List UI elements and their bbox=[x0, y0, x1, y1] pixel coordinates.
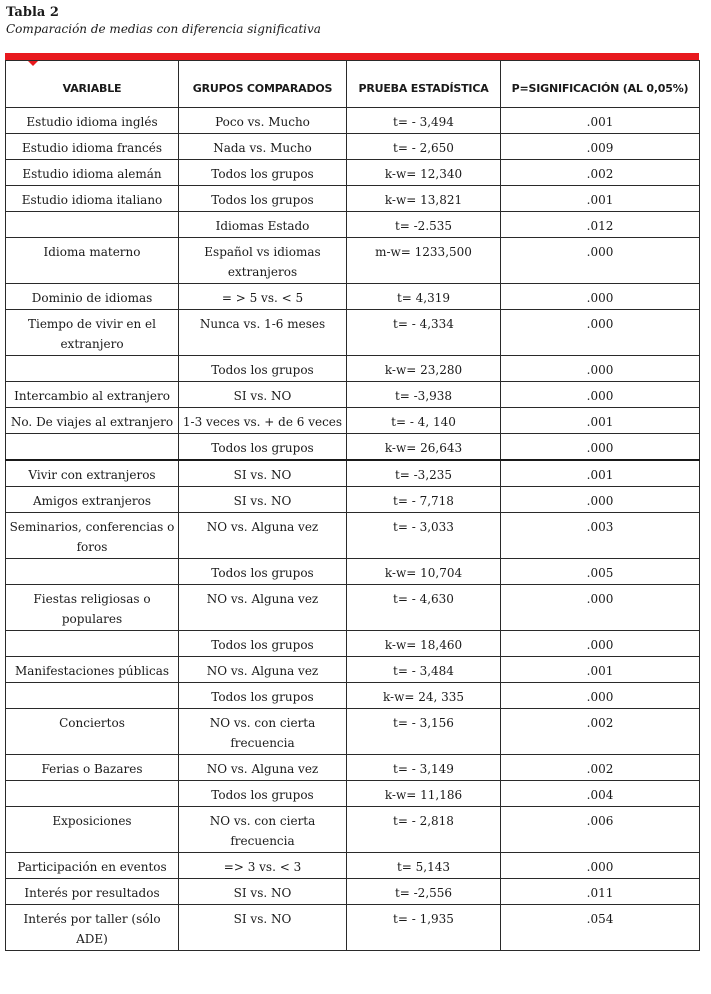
cell-variable: Estudio idioma italiano bbox=[6, 186, 179, 212]
table-title: Tabla 2 bbox=[6, 5, 59, 20]
table-row bbox=[6, 238, 700, 284]
cell-variable: Ferias o Bazares bbox=[6, 755, 179, 781]
cell-significance: .000 bbox=[501, 310, 700, 356]
cell-variable: No. De viajes al extranjero bbox=[6, 408, 179, 434]
cell-variable: Idioma materno bbox=[6, 238, 179, 284]
table-row bbox=[6, 853, 700, 879]
table-subtitle: Comparación de medias con diferencia significativa bbox=[6, 22, 321, 36]
cell-groups: Español vs idiomas extranjeros bbox=[179, 238, 347, 284]
accent-bar bbox=[5, 53, 699, 60]
cell-test: k-w= 23,280 bbox=[347, 356, 501, 382]
cell-significance: .001 bbox=[501, 108, 700, 134]
cell-variable: Dominio de idiomas bbox=[6, 284, 179, 310]
table-row bbox=[6, 879, 700, 905]
cell-significance: .000 bbox=[501, 487, 700, 513]
cell-groups: SI vs. NO bbox=[179, 460, 347, 487]
header-variable: VARIABLE bbox=[6, 61, 179, 108]
cell-significance: .002 bbox=[501, 709, 700, 755]
cell-groups: Todos los grupos bbox=[179, 186, 347, 212]
cell-significance: .000 bbox=[501, 434, 700, 461]
cell-variable: Participación en eventos bbox=[6, 853, 179, 879]
cell-groups: Todos los grupos bbox=[179, 683, 347, 709]
cell-groups: NO vs. con cierta frecuencia bbox=[179, 709, 347, 755]
cell-test: t= - 7,718 bbox=[347, 487, 501, 513]
cell-significance: .002 bbox=[501, 160, 700, 186]
table-row bbox=[6, 631, 700, 657]
cell-significance: .000 bbox=[501, 631, 700, 657]
cell-test: k-w= 11,186 bbox=[347, 781, 501, 807]
cell-groups: NO vs. Alguna vez bbox=[179, 585, 347, 631]
cell-significance: .000 bbox=[501, 853, 700, 879]
cell-significance: .005 bbox=[501, 559, 700, 585]
table-row bbox=[6, 683, 700, 709]
table-row bbox=[6, 356, 700, 382]
cell-groups: SI vs. NO bbox=[179, 382, 347, 408]
table-row bbox=[6, 559, 700, 585]
cell-variable: Estudio idioma francés bbox=[6, 134, 179, 160]
cell-groups: SI vs. NO bbox=[179, 905, 347, 951]
cell-groups: NO vs. Alguna vez bbox=[179, 513, 347, 559]
table-row bbox=[6, 382, 700, 408]
table-row bbox=[6, 186, 700, 212]
cell-test: k-w= 13,821 bbox=[347, 186, 501, 212]
cell-groups: Todos los grupos bbox=[179, 434, 347, 461]
cell-groups: SI vs. NO bbox=[179, 879, 347, 905]
cell-significance: .012 bbox=[501, 212, 700, 238]
cell-variable bbox=[6, 212, 179, 238]
table-row bbox=[6, 487, 700, 513]
table-row bbox=[6, 284, 700, 310]
cell-significance: .003 bbox=[501, 513, 700, 559]
cell-variable: Estudio idioma inglés bbox=[6, 108, 179, 134]
cell-groups: Todos los grupos bbox=[179, 356, 347, 382]
cell-groups: => 3 vs. < 3 bbox=[179, 853, 347, 879]
cell-test: m-w= 1233,500 bbox=[347, 238, 501, 284]
cell-test: k-w= 12,340 bbox=[347, 160, 501, 186]
cell-test: k-w= 10,704 bbox=[347, 559, 501, 585]
cell-variable bbox=[6, 631, 179, 657]
cell-groups: Poco vs. Mucho bbox=[179, 108, 347, 134]
cell-significance: .001 bbox=[501, 460, 700, 487]
cell-test: t= 4,319 bbox=[347, 284, 501, 310]
cell-test: t= - 1,935 bbox=[347, 905, 501, 951]
cell-variable bbox=[6, 434, 179, 461]
header-test: PRUEBA ESTADÍSTICA bbox=[347, 61, 501, 108]
cell-significance: .001 bbox=[501, 186, 700, 212]
cell-groups: Nada vs. Mucho bbox=[179, 134, 347, 160]
table-row bbox=[6, 513, 700, 559]
cell-test: t= - 4, 140 bbox=[347, 408, 501, 434]
cell-groups: = > 5 vs. < 5 bbox=[179, 284, 347, 310]
cell-variable: Manifestaciones públicas bbox=[6, 657, 179, 683]
cell-significance: .000 bbox=[501, 683, 700, 709]
cell-variable: Vivir con extranjeros bbox=[6, 460, 179, 487]
header-groups: GRUPOS COMPARADOS bbox=[179, 61, 347, 108]
cell-significance: .009 bbox=[501, 134, 700, 160]
cell-variable bbox=[6, 683, 179, 709]
cell-test: t= - 3,494 bbox=[347, 108, 501, 134]
cell-test: t= - 3,149 bbox=[347, 755, 501, 781]
cell-groups: NO vs. Alguna vez bbox=[179, 657, 347, 683]
cell-variable: Estudio idioma alemán bbox=[6, 160, 179, 186]
cell-groups: Todos los grupos bbox=[179, 781, 347, 807]
cell-groups: NO vs. Alguna vez bbox=[179, 755, 347, 781]
table-body bbox=[6, 108, 700, 951]
table-row bbox=[6, 460, 700, 487]
table-row bbox=[6, 108, 700, 134]
table-caption bbox=[6, 5, 321, 37]
cell-significance: .000 bbox=[501, 284, 700, 310]
cell-groups: 1-3 veces vs. + de 6 veces bbox=[179, 408, 347, 434]
table-row bbox=[6, 755, 700, 781]
means-comparison-table bbox=[5, 60, 700, 951]
cell-variable: Seminarios, conferencias o foros bbox=[6, 513, 179, 559]
cell-test: t= 5,143 bbox=[347, 853, 501, 879]
cell-test: k-w= 18,460 bbox=[347, 631, 501, 657]
cell-variable: Tiempo de vivir en el extranjero bbox=[6, 310, 179, 356]
cell-variable: Fiestas religiosas o populares bbox=[6, 585, 179, 631]
cell-test: t= - 3,033 bbox=[347, 513, 501, 559]
cell-significance: .011 bbox=[501, 879, 700, 905]
cell-significance: .054 bbox=[501, 905, 700, 951]
cell-test: t= - 3,484 bbox=[347, 657, 501, 683]
table-row bbox=[6, 781, 700, 807]
cell-significance: .000 bbox=[501, 382, 700, 408]
cell-variable: Interés por taller (sólo ADE) bbox=[6, 905, 179, 951]
cell-test: k-w= 26,643 bbox=[347, 434, 501, 461]
cell-groups: SI vs. NO bbox=[179, 487, 347, 513]
table-header-row bbox=[6, 61, 700, 108]
cell-groups: Todos los grupos bbox=[179, 160, 347, 186]
table-row bbox=[6, 585, 700, 631]
cell-significance: .001 bbox=[501, 408, 700, 434]
cell-variable: Amigos extranjeros bbox=[6, 487, 179, 513]
table-row bbox=[6, 408, 700, 434]
cell-test: t= -2.535 bbox=[347, 212, 501, 238]
cell-test: t= -2,556 bbox=[347, 879, 501, 905]
cell-test: t= - 2,650 bbox=[347, 134, 501, 160]
cell-test: t= - 2,818 bbox=[347, 807, 501, 853]
table-row bbox=[6, 905, 700, 951]
cell-significance: .001 bbox=[501, 657, 700, 683]
cell-significance: .006 bbox=[501, 807, 700, 853]
cell-test: t= - 4,630 bbox=[347, 585, 501, 631]
header-significance: P=SIGNIFICACIÓN (AL 0,05%) bbox=[501, 61, 700, 108]
cell-test: t= - 3,156 bbox=[347, 709, 501, 755]
table-row bbox=[6, 160, 700, 186]
cell-significance: .004 bbox=[501, 781, 700, 807]
cell-variable bbox=[6, 559, 179, 585]
table-row bbox=[6, 310, 700, 356]
cell-variable bbox=[6, 356, 179, 382]
cell-significance: .000 bbox=[501, 585, 700, 631]
cell-groups: Nunca vs. 1-6 meses bbox=[179, 310, 347, 356]
cell-test: t= - 4,334 bbox=[347, 310, 501, 356]
cell-test: t= -3,235 bbox=[347, 460, 501, 487]
cell-significance: .000 bbox=[501, 356, 700, 382]
table-row bbox=[6, 212, 700, 238]
cell-variable: Interés por resultados bbox=[6, 879, 179, 905]
table-row bbox=[6, 134, 700, 160]
cell-variable: Intercambio al extranjero bbox=[6, 382, 179, 408]
cell-significance: .002 bbox=[501, 755, 700, 781]
cell-test: t= -3,938 bbox=[347, 382, 501, 408]
cell-significance: .000 bbox=[501, 238, 700, 284]
cell-groups: Todos los grupos bbox=[179, 631, 347, 657]
cell-groups: Idiomas Estado bbox=[179, 212, 347, 238]
cell-variable: Conciertos bbox=[6, 709, 179, 755]
cell-test: k-w= 24, 335 bbox=[347, 683, 501, 709]
table-row bbox=[6, 709, 700, 755]
cell-variable bbox=[6, 781, 179, 807]
table-row bbox=[6, 807, 700, 853]
table-row bbox=[6, 434, 700, 461]
cell-groups: NO vs. con cierta frecuencia bbox=[179, 807, 347, 853]
table-row bbox=[6, 657, 700, 683]
cell-variable: Exposiciones bbox=[6, 807, 179, 853]
cell-groups: Todos los grupos bbox=[179, 559, 347, 585]
